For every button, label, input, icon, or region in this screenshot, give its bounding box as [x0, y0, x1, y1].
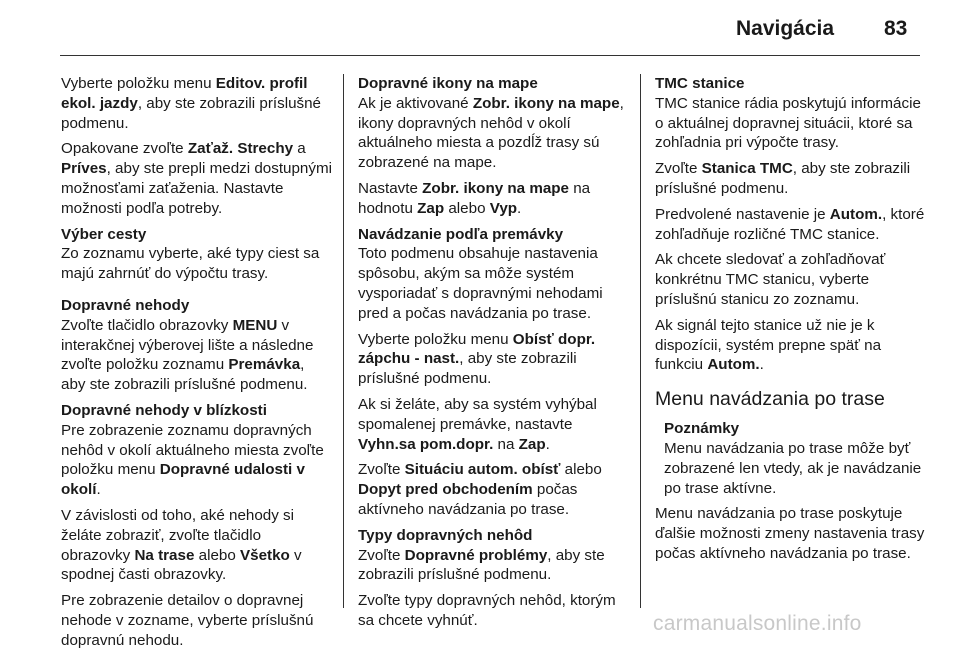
- page-number: 83: [884, 17, 908, 40]
- paragraph: Predvolené nastavenie je Autom., ktoré zohľadňuje rozličné TMC stanice.: [655, 205, 925, 243]
- subheading: Výber cesty: [61, 225, 147, 243]
- section-heading: Menu navádzania po trase: [655, 388, 885, 411]
- page-header-title: Navigácia: [736, 17, 835, 40]
- column-divider-1: [343, 74, 344, 608]
- paragraph: Pre zobrazenie detailov o dopravnej nehode v zozname, vyberte príslušnú dopravnú nehodu.: [61, 592, 314, 649]
- subsection-traffic-incidents: Dopravné nehody Zvoľte tlačidlo obrazovky MENU v interakčnej výberovej lište a následne zvoľte položku zoznamu Premávka, aby ste zobrazili príslušné podmenu.: [61, 296, 333, 395]
- subheading: TMC stanice: [655, 75, 745, 92]
- paragraph: Ak signál tejto stanice už nie je k dispozícii, systém prepne späť na funkciu Autom..: [655, 316, 882, 374]
- paragraph: Zvoľte typy dopravných nehôd, ktorým sa chcete vyhnúť.: [358, 592, 616, 629]
- note-heading: Poznámky: [664, 420, 740, 438]
- column-1: [61, 74, 333, 657]
- paragraph: Vyberte položku menu Obísť dopr. zápchu - nast., aby ste zobrazili príslušné podmenu.: [358, 330, 596, 388]
- paragraph: Ak si želáte, aby sa systém vyhýbal spomalenej premávke, nastavte Vyhn.sa pom.dopr. na Zap.: [358, 395, 597, 453]
- subheading: Navádzanie podľa premávky: [358, 225, 564, 243]
- subsection-nearby-incidents: Dopravné nehody v blízkosti Pre zobrazenie zoznamu dopravných nehôd v okolí aktuálneho miesta zvoľte položku menu Dopravné udalosti v okolí.: [61, 401, 333, 500]
- subheading: Dopravné nehody v blízkosti: [61, 401, 267, 419]
- paragraph: Vyberte položku menu Editov. profil ekol. jazdy, aby ste zobrazili príslušné podmenu.: [61, 75, 322, 132]
- subsection-incident-types: Typy dopravných nehôd Zvoľte Dopravné problémy, aby ste zobrazili príslušné podmenu.: [358, 526, 630, 585]
- header-rule: [60, 55, 920, 56]
- paragraph: Ak chcete sledovať a zohľadňovať konkrétnu TMC stanicu, vyberte príslušnú stanicu zo zoznamu.: [655, 251, 886, 308]
- subheading: Dopravné ikony na mape: [358, 75, 538, 92]
- paragraph: Zvoľte Situáciu autom. obísť alebo Dopyt pred obchodením počas aktívneho navádzania po trase.: [358, 461, 602, 518]
- subheading: Dopravné nehody: [61, 296, 190, 314]
- watermark: carmanualsonline.info: [653, 612, 862, 635]
- subsection-tmc-stations: TMC stanice TMC stanice rádia poskytujú informácie o aktuálnej dopravnej situácii, ktoré sa zohľadnia pri výpočte trasy.: [655, 74, 927, 153]
- paragraph: Opakovane zvoľte Zaťaž. Strechy a Príves, aby ste prepli medzi dostupnými možnosťami zaťaženia. Nastavte možnosti podľa potreby.: [61, 140, 332, 217]
- subsection-select-route: Výber cesty Zo zoznamu vyberte, aké typy ciest sa majú zahrnúť do výpočtu trasy.: [61, 225, 333, 284]
- note-block: Poznámky Menu navádzania po trase môže byť zobrazené len vtedy, ak je navádzanie po trase aktívne.: [664, 419, 927, 498]
- paragraph: Nastavte Zobr. ikony na mape na hodnotu Zap alebo Vyp.: [358, 179, 591, 217]
- column-divider-2: [640, 74, 641, 608]
- column-2: [358, 74, 630, 637]
- paragraph: V závislosti od toho, aké nehody si želáte zobraziť, zvoľte tlačidlo obrazovky Na trase alebo Všetko v spodnej časti obrazovky.: [61, 506, 302, 584]
- paragraph: Menu navádzania po trase poskytuje ďalšie možnosti zmeny nastavenia trasy počas aktívneho navádzania po trase.: [655, 505, 925, 562]
- subsection-traffic-guidance: Navádzanie podľa premávky Toto podmenu obsahuje nastavenia spôsobu, akým sa môže systém vysporiadať s dopravnými nehodami pred a počas navádzania po trase.: [358, 225, 630, 324]
- column-3: [655, 74, 927, 570]
- subsection-map-icons: Dopravné ikony na mape Ak je aktivované Zobr. ikony na mape, ikony dopravných nehôd v okolí aktuálneho miesta a pozdĺž trasy sú zobrazené na mape.: [358, 74, 630, 173]
- paragraph: Zvoľte Stanica TMC, aby ste zobrazili príslušné podmenu.: [655, 160, 911, 197]
- subheading: Typy dopravných nehôd: [358, 526, 533, 544]
